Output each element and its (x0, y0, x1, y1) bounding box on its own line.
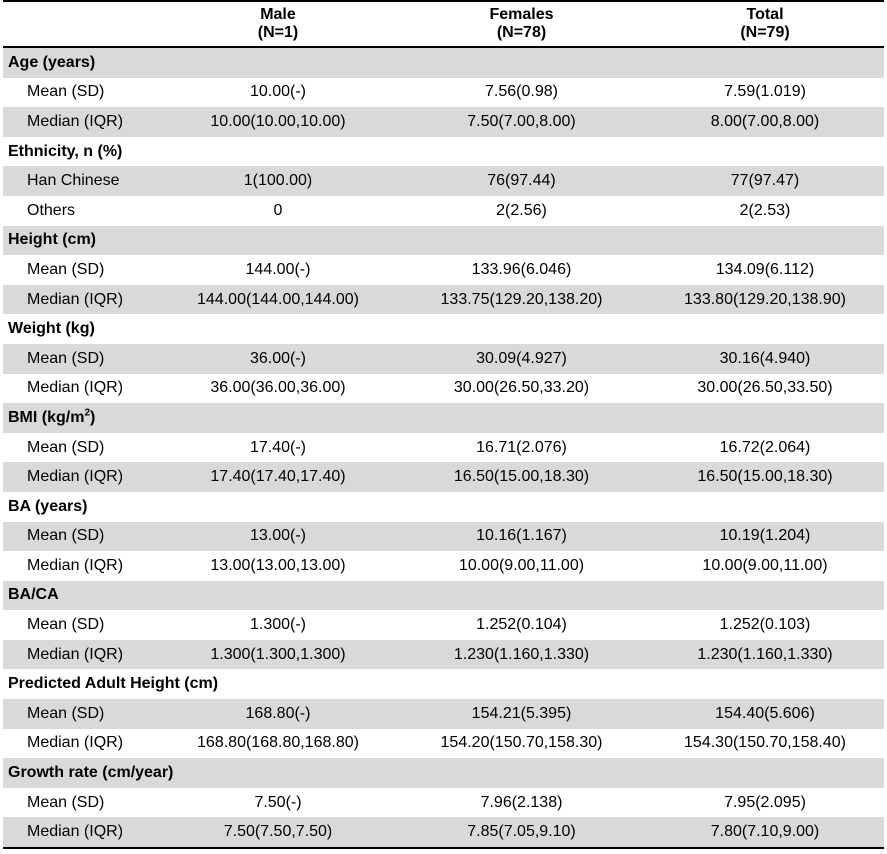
females-cell: 16.50(15.00,18.30) (397, 462, 646, 492)
row-label: Mean (SD) (3, 344, 159, 374)
females-cell: 7.85(7.05,9.10) (397, 817, 646, 848)
characteristics-table-wrapper (3, 0, 884, 849)
section-label (3, 403, 884, 433)
male-cell: 36.00(36.00,36.00) (210, 379, 346, 397)
females-cell: 10.00(9.00,11.00) (458, 556, 585, 574)
bmi-label-suffix: ) (90, 408, 96, 426)
row-label: Mean (SD) (27, 793, 105, 811)
row-label: Median (IQR) (3, 285, 159, 315)
table-row (3, 462, 884, 492)
header-females-title: Females (489, 6, 554, 23)
total-cell: 10.00(9.00,11.00) (702, 556, 828, 574)
header-row (3, 1, 884, 47)
total-cell: 16.50(15.00,18.30) (646, 462, 884, 492)
table-row (3, 344, 884, 374)
male-cell: 10.00(-) (249, 83, 307, 101)
header-male-n: (N=1) (257, 24, 299, 41)
row-label: Mean (SD) (3, 522, 159, 552)
females-cell: 2(2.56) (496, 201, 547, 219)
total-cell: 30.16(4.940) (646, 344, 884, 374)
header-male (159, 1, 397, 47)
row-label: Median (IQR) (27, 556, 124, 574)
table-row (3, 817, 884, 848)
male-cell: 7.50(7.50,7.50) (159, 817, 397, 848)
row-label: Median (IQR) (27, 379, 124, 397)
header-total (646, 1, 884, 47)
header-male-title: Male (260, 6, 296, 23)
male-cell: 168.80(-) (159, 699, 397, 729)
table-row (3, 107, 884, 137)
total-cell: 1.252(0.103) (719, 616, 811, 634)
females-cell: 7.96(2.138) (480, 793, 563, 811)
section-row-height (3, 226, 884, 256)
section-row-bmi (3, 403, 884, 433)
total-cell: 2(2.53) (739, 201, 791, 219)
females-cell: 16.71(2.076) (476, 438, 567, 456)
male-cell: 17.40(-) (249, 438, 307, 456)
male-cell: 17.40(17.40,17.40) (159, 462, 397, 492)
section-label: BA (years) (8, 497, 88, 515)
table-body (3, 47, 884, 848)
section-row-weight (3, 314, 884, 344)
section-row-ba-ca (3, 581, 884, 611)
females-cell: 154.21(5.395) (397, 699, 646, 729)
male-cell: 36.00(-) (159, 344, 397, 374)
total-cell: 8.00(7.00,8.00) (646, 107, 884, 137)
row-label: Mean (SD) (3, 699, 159, 729)
section-label: Growth rate (cm/year) (3, 758, 884, 788)
header-total-title: Total (746, 6, 784, 23)
total-cell: 154.30(150.70,158.40) (684, 734, 846, 752)
total-cell: 30.00(26.50,33.50) (697, 379, 833, 397)
females-cell: 30.09(4.927) (397, 344, 646, 374)
total-cell: 7.80(7.10,9.00) (646, 817, 884, 848)
male-cell: 0 (273, 201, 283, 219)
male-cell: 1.300(1.300,1.300) (159, 640, 397, 670)
section-row-ba (3, 492, 884, 522)
row-label: Others (27, 201, 76, 219)
table-row (3, 78, 884, 108)
row-label: Mean (SD) (27, 616, 105, 634)
females-cell: 30.00(26.50,33.20) (453, 379, 590, 397)
section-label: Ethnicity, n (%) (8, 142, 123, 160)
total-cell: 134.09(6.112) (715, 260, 815, 278)
females-cell: 1.230(1.160,1.330) (397, 640, 646, 670)
header-females (397, 1, 646, 47)
table-row (3, 166, 884, 196)
section-label: Height (cm) (3, 226, 884, 256)
section-row-growth-rate (3, 758, 884, 788)
total-cell: 133.80(129.20,138.90) (646, 285, 884, 315)
row-label: Median (IQR) (3, 462, 159, 492)
row-label: Mean (SD) (27, 438, 105, 456)
section-label: Age (years) (3, 47, 884, 78)
row-label: Median (IQR) (3, 107, 159, 137)
male-cell: 1(100.00) (159, 166, 397, 196)
section-label: BA/CA (3, 581, 884, 611)
male-cell: 144.00(144.00,144.00) (159, 285, 397, 315)
male-cell: 13.00(13.00,13.00) (210, 556, 346, 574)
table-row (3, 285, 884, 315)
section-row-ethnicity (3, 137, 884, 167)
bmi-label-superscript: 2 (84, 407, 91, 419)
row-label: Han Chinese (3, 166, 159, 196)
row-label: Mean (SD) (27, 83, 105, 101)
table-row (3, 699, 884, 729)
table-row (3, 255, 884, 285)
table-row (3, 640, 884, 670)
bmi-label-text: BMI (kg/m (8, 408, 85, 426)
header-females-n: (N=78) (496, 24, 547, 41)
table-row (3, 610, 884, 640)
table-row (3, 433, 884, 463)
table-row (3, 522, 884, 552)
table-row (3, 729, 884, 759)
male-cell: 10.00(10.00,10.00) (159, 107, 397, 137)
header-empty-cell (3, 1, 159, 47)
male-cell: 1.300(-) (249, 616, 307, 634)
females-cell: 1.252(0.104) (476, 616, 567, 634)
row-label: Median (IQR) (27, 734, 124, 752)
characteristics-table (3, 0, 884, 849)
table-row (3, 196, 884, 226)
females-cell: 133.96(6.046) (471, 260, 572, 278)
table-row (3, 551, 884, 581)
total-cell: 7.95(2.095) (724, 793, 806, 811)
total-cell: 1.230(1.160,1.330) (646, 640, 884, 670)
females-cell: 10.16(1.167) (397, 522, 646, 552)
females-cell: 133.75(129.20,138.20) (397, 285, 646, 315)
total-cell: 10.19(1.204) (646, 522, 884, 552)
total-cell: 7.59(1.019) (724, 83, 806, 101)
row-label: Mean (SD) (27, 260, 105, 278)
section-label: Predicted Adult Height (cm) (8, 675, 219, 693)
table-row (3, 788, 884, 818)
row-label: Median (IQR) (3, 640, 159, 670)
table-row (3, 374, 884, 404)
females-cell: 76(97.44) (397, 166, 646, 196)
females-cell: 154.20(150.70,158.30) (440, 734, 603, 752)
header-total-n: (N=79) (740, 24, 790, 41)
section-row-predicted-adult-height (3, 669, 884, 699)
male-cell: 13.00(-) (159, 522, 397, 552)
females-cell: 7.50(7.00,8.00) (397, 107, 646, 137)
table-header (3, 1, 884, 47)
total-cell: 16.72(2.064) (719, 438, 811, 456)
section-row-age (3, 47, 884, 78)
females-cell: 7.56(0.98) (485, 83, 558, 101)
male-cell: 7.50(-) (254, 793, 302, 811)
male-cell: 168.80(168.80,168.80) (197, 734, 359, 752)
total-cell: 154.40(5.606) (646, 699, 884, 729)
total-cell: 77(97.47) (646, 166, 884, 196)
male-cell: 144.00(-) (245, 260, 311, 278)
section-label: Weight (kg) (8, 320, 95, 338)
row-label: Median (IQR) (3, 817, 159, 848)
